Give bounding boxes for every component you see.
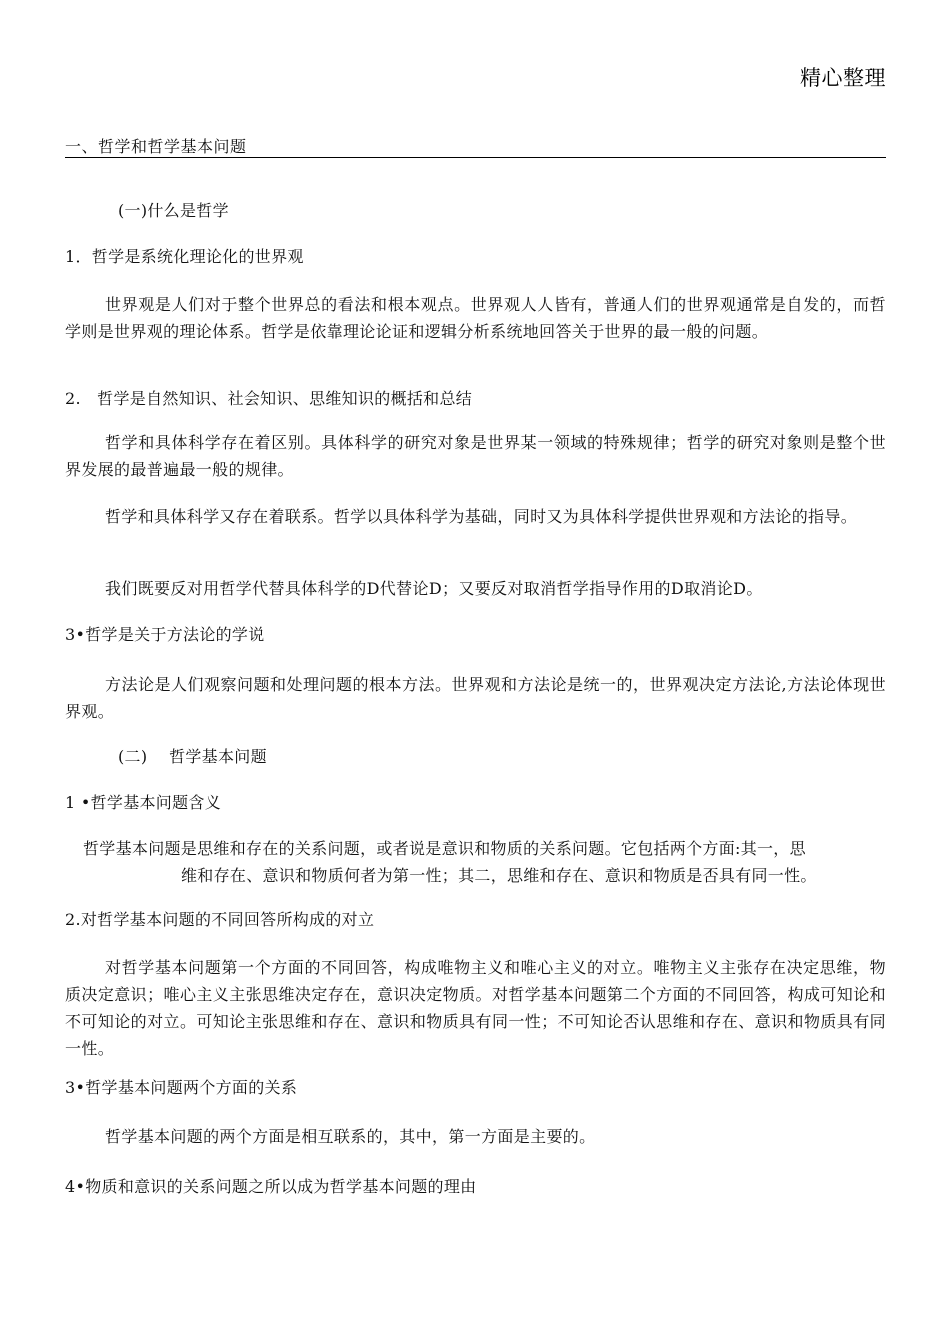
item-heading-3: 3•哲学是关于方法论的学说 <box>65 625 265 644</box>
item-body-2a: 哲学和具体科学存在着区别。具体科学的研究对象是世界某一领域的特殊规律；哲学的研究对象则是整个世界发展的最普遍最一般的规律。 <box>65 433 886 479</box>
item-heading-7: 4•物质和意识的关系问题之所以成为哲学基本问题的理由 <box>65 1177 477 1196</box>
item-heading-4: 1 •哲学基本问题含义 <box>65 793 222 812</box>
item-heading-2: 2. 哲学是自然知识、社会知识、思维知识的概括和总结 <box>65 389 473 408</box>
item-heading-5: 2.对哲学基本问题的不同回答所构成的对立 <box>65 910 375 929</box>
item-body-2b: 哲学和具体科学又存在着联系。哲学以具体科学为基础，同时又为具体科学提供世界观和方法论的指导。 <box>105 507 858 526</box>
subsection-title-2: (二) 哲学基本问题 <box>118 747 267 766</box>
item-heading-1: 1．哲学是系统化理论化的世界观 <box>65 247 304 266</box>
subsection-title-1: (一)什么是哲学 <box>118 201 229 220</box>
section-title: 一、哲学和哲学基本问题 <box>65 137 247 156</box>
item-body-6: 哲学基本问题的两个方面是相互联系的，其中，第一方面是主要的。 <box>105 1127 596 1146</box>
item-body-4-line1: 哲学基本问题是思维和存在的关系问题，或者说是意识和物质的关系问题。它包括两个方面:其一，思 <box>83 839 806 858</box>
item-body-4-line2: 维和存在、意识和物质何者为第一性；其二，思维和存在、意识和物质是否具有同一性。 <box>181 866 817 885</box>
item-body-1: 世界观是人们对于整个世界总的看法和根本观点。世界观人人皆有，普通人们的世界观通常是自发的，而哲学则是世界观的理论体系。哲学是依靠理论论证和逻辑分析系统地回答关于世界的最一般的问题。 <box>65 295 886 341</box>
item-body-4 <box>83 835 886 889</box>
item-heading-6: 3•哲学基本问题两个方面的关系 <box>65 1078 298 1097</box>
title-underline <box>65 157 886 158</box>
item-body-3: 方法论是人们观察问题和处理问题的根本方法。世界观和方法论是统一的，世界观决定方法论,方法论体现世界观。 <box>65 675 886 721</box>
item-body-5: 对哲学基本问题第一个方面的不同回答，构成唯物主义和唯心主义的对立。唯物主义主张存在决定思维，物质决定意识；唯心主义主张思维决定存在，意识决定物质。对哲学基本问题第二个方面的不同回答，构成可知论和不可知论的对立。可知论主张思维和存在、意识和物质具有同一性；不可知论否认思维和存在、意识和物质具有同一性。 <box>65 958 886 1058</box>
item-body-2c: 我们既要反对用哲学代替具体科学的D代替论D；又要反对取消哲学指导作用的D取消论D。 <box>105 579 763 598</box>
page-header-watermark: 精心整理 <box>800 66 886 90</box>
